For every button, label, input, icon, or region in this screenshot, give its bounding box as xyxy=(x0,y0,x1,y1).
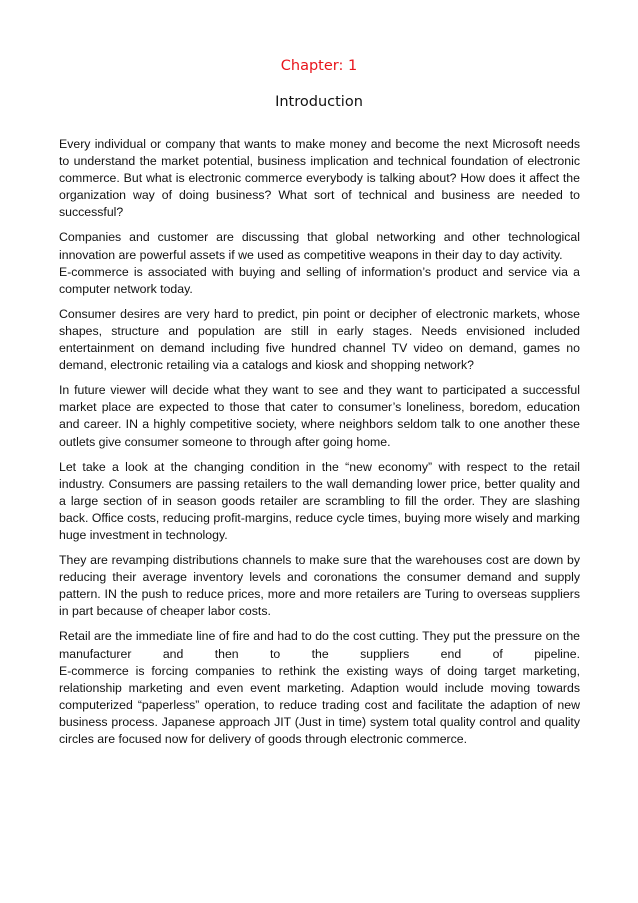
chapter-label: Chapter: 1 xyxy=(280,58,358,74)
paragraph-4: In future viewer will decide what they want to see and they want to participated a successful market place are expected to those that cater to consumer’s loneliness, boredom, education and career. IN a highly competitive society, where neighbors seldom talk to one another these outlets give consumer someone to through after going home. xyxy=(59,383,580,449)
paragraph-7-text: Retail are the immediate line of fire and had to do the cost cutting. They put the pressure on the manufacturer and then to the suppliers end of pipeline. xyxy=(59,629,580,661)
paragraph-1: Every individual or company that wants to make money and become the next Microsoft needs to understand the market potential, business implication and technical foundation of electronic commerce. But what is electronic commerce everybody is talking about? How does it affect the organization way of doing business? What sort of technical and business are needed to successful? xyxy=(59,137,580,220)
section-title: Introduction xyxy=(275,94,363,110)
paragraph-3: Consumer desires are very hard to predict, pin point or decipher of electronic markets, whose shapes, structure and population are still in early stages. Needs envisioned included entertainment on demand including five hundred channel TV video on demand, games no demand, electronic retailing via a catalogs and kiosk and shopping network? xyxy=(59,306,580,373)
paragraph-7 xyxy=(59,628,580,748)
paragraph-2-text: Companies and customer are discussing that global networking and other technological innovation are powerful assets if we used as competitive weapons in their day to day activity. xyxy=(59,230,580,262)
paragraph-7-continuation: E-commerce is forcing companies to rethink the existing ways of doing target marketing, relationship marketing and even event marketing. Adaption would include moving towards computerized “paperless” operation, to reduce trading cost and facilitate the adaption of new business process. Japanese approach JIT (Just in time) system total quality control and quality circles are focused now for delivery of goods through electronic commerce. xyxy=(59,663,580,746)
paragraph-2-continuation: E-commerce is associated with buying and selling of information’s product and service via a computer network today. xyxy=(59,264,580,296)
paragraph-2 xyxy=(59,229,580,297)
paragraph-6: They are revamping distributions channels to make sure that the warehouses cost are down by reducing their average inventory levels and coronations the consumer demand and supply pattern. IN the push to reduce prices, more and more retailers are Turing to overseas suppliers in part because of cheaper labor costs. xyxy=(59,553,580,619)
document-body xyxy=(59,136,580,748)
paragraph-5: Let take a look at the changing condition in the “new economy” with respect to the retail industry. Consumers are passing retailers to the wall demanding lower price, better quality and a large section of in season goods retailer are scrambling to fill the order. They are slashing back. Office costs, reducing profit-margins, reduce cycle times, buying more wisely and marking huge investment in technology. xyxy=(59,459,580,542)
